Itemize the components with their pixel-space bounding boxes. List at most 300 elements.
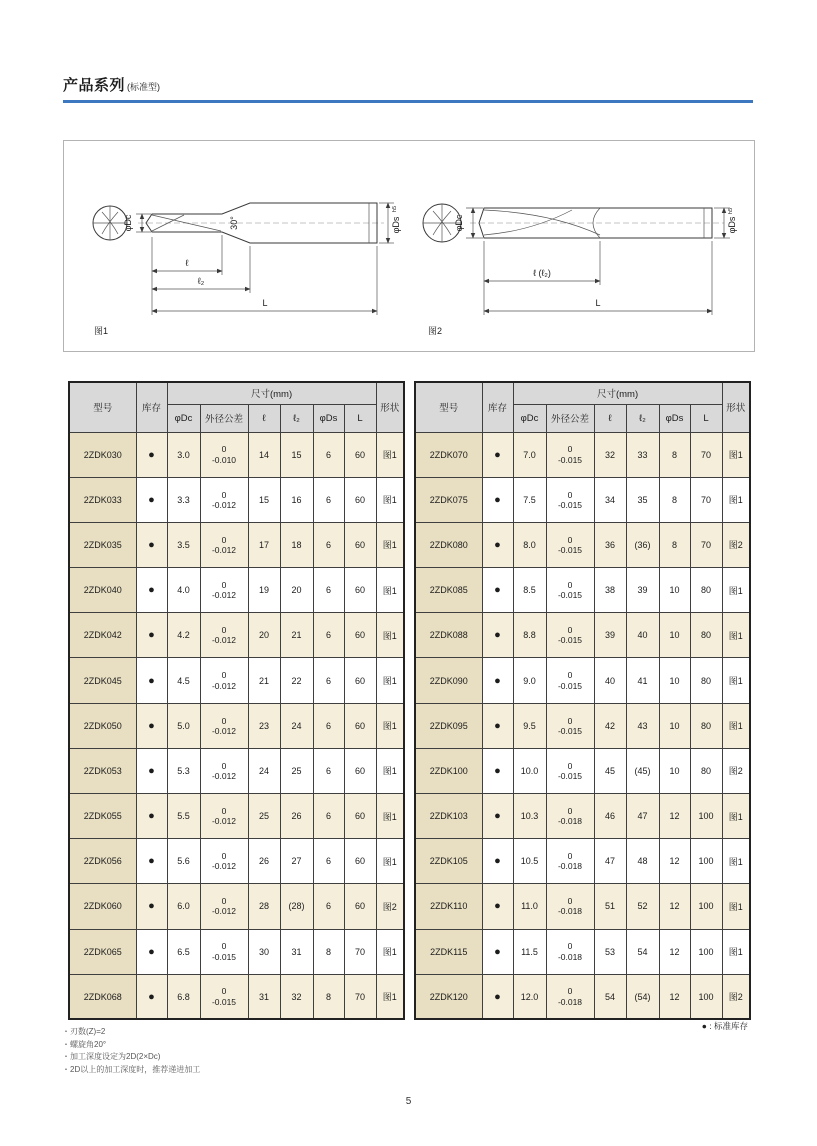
flute-length-cell: 14 — [248, 432, 280, 477]
model-cell: 2ZDK055 — [69, 794, 136, 839]
shape-cell: 图1 — [376, 568, 404, 613]
fig2-ds-label: φDs — [727, 216, 737, 234]
tolerance-cell: 0 -0.012 — [200, 613, 248, 658]
overall-length-cell: 60 — [344, 613, 376, 658]
shape-cell: 图2 — [722, 748, 750, 793]
fig1-overall-length-label: L — [262, 298, 268, 308]
table-row — [69, 839, 404, 884]
figure-1-drawing — [72, 151, 404, 341]
ds-cell: 6 — [313, 613, 344, 658]
fig1-ds-tolerance-sup: h5 — [392, 205, 398, 213]
model-cell: 2ZDK075 — [415, 477, 482, 522]
flute2-length-cell: 21 — [280, 613, 313, 658]
fig1-flute2-length-label: ℓ₂ — [197, 276, 205, 286]
ds-cell: 6 — [313, 839, 344, 884]
flute-length-cell: 53 — [594, 929, 626, 974]
ds-cell: 6 — [313, 522, 344, 567]
overall-length-cell: 100 — [690, 839, 722, 884]
fig2-overall-length-label: L — [595, 298, 601, 308]
stock-cell: ● — [136, 703, 167, 748]
overall-length-cell: 60 — [344, 658, 376, 703]
overall-length-cell: 80 — [690, 658, 722, 703]
col-header-dc: φDc — [513, 404, 546, 432]
ds-cell: 6 — [313, 432, 344, 477]
tolerance-cell: 0 -0.012 — [200, 658, 248, 703]
tolerance-cell: 0 -0.015 — [200, 929, 248, 974]
col-header-ds: φDs — [313, 404, 344, 432]
header-rule — [63, 100, 753, 103]
tolerance-cell: 0 -0.018 — [546, 929, 594, 974]
stock-cell: ● — [482, 703, 513, 748]
stock-legend: ● : 标准库存 — [701, 1021, 748, 1031]
dc-cell: 12.0 — [513, 974, 546, 1019]
model-cell: 2ZDK033 — [69, 477, 136, 522]
ds-cell: 8 — [313, 974, 344, 1019]
table-row — [69, 568, 404, 613]
figure-2-drawing — [412, 151, 744, 341]
flute-length-cell: 51 — [594, 884, 626, 929]
table-row — [69, 658, 404, 703]
stock-cell: ● — [482, 929, 513, 974]
overall-length-cell: 60 — [344, 432, 376, 477]
stock-cell: ● — [136, 477, 167, 522]
overall-length-cell: 70 — [690, 477, 722, 522]
flute-length-cell: 25 — [248, 794, 280, 839]
dc-cell: 6.0 — [167, 884, 200, 929]
tolerance-cell: 0 -0.015 — [200, 974, 248, 1019]
flute-length-cell: 47 — [594, 839, 626, 884]
flute-length-cell: 34 — [594, 477, 626, 522]
stock-cell: ● — [136, 568, 167, 613]
overall-length-cell: 100 — [690, 794, 722, 839]
dc-cell: 5.6 — [167, 839, 200, 884]
stock-cell: ● — [482, 568, 513, 613]
footnote-line: ・加工深度设定为2D(2×Dc) — [62, 1052, 161, 1061]
overall-length-cell: 80 — [690, 703, 722, 748]
stock-cell: ● — [136, 658, 167, 703]
model-cell: 2ZDK060 — [69, 884, 136, 929]
fig1-angle-label: 30° — [229, 216, 239, 230]
col-header-stock: 库存 — [482, 382, 513, 432]
col-header-shape: 形状 — [722, 382, 750, 432]
table-row — [415, 839, 750, 884]
model-cell: 2ZDK030 — [69, 432, 136, 477]
flute2-length-cell: 33 — [626, 432, 659, 477]
shape-cell: 图1 — [722, 658, 750, 703]
fig1-dc-label: φDc — [123, 214, 133, 232]
col-header-ds: φDs — [659, 404, 690, 432]
flute-length-cell: 54 — [594, 974, 626, 1019]
table-row — [69, 477, 404, 522]
stock-cell: ● — [482, 522, 513, 567]
ds-cell: 10 — [659, 568, 690, 613]
table-row — [69, 522, 404, 567]
model-cell: 2ZDK110 — [415, 884, 482, 929]
right-product-table — [414, 381, 751, 1020]
overall-length-cell: 60 — [344, 748, 376, 793]
col-header-shape: 形状 — [376, 382, 404, 432]
flute2-length-cell: 54 — [626, 929, 659, 974]
table-row — [415, 432, 750, 477]
dc-cell: 5.5 — [167, 794, 200, 839]
stock-cell: ● — [136, 522, 167, 567]
tolerance-cell: 0 -0.012 — [200, 748, 248, 793]
flute-length-cell: 45 — [594, 748, 626, 793]
flute2-length-cell: (54) — [626, 974, 659, 1019]
col-header-tolerance: 外径公差 — [546, 404, 594, 432]
footnotes — [62, 1026, 200, 1076]
dc-cell: 10.5 — [513, 839, 546, 884]
dc-cell: 11.0 — [513, 884, 546, 929]
dc-cell: 6.5 — [167, 929, 200, 974]
overall-length-cell: 60 — [344, 839, 376, 884]
tolerance-cell: 0 -0.012 — [200, 794, 248, 839]
dc-cell: 8.8 — [513, 613, 546, 658]
col-header-stock: 库存 — [136, 382, 167, 432]
dc-cell: 9.5 — [513, 703, 546, 748]
stock-cell: ● — [136, 432, 167, 477]
overall-length-cell: 80 — [690, 748, 722, 793]
tolerance-cell: 0 -0.015 — [546, 658, 594, 703]
flute-length-cell: 36 — [594, 522, 626, 567]
flute-length-cell: 19 — [248, 568, 280, 613]
table-row — [69, 974, 404, 1019]
flute2-length-cell: 15 — [280, 432, 313, 477]
ds-cell: 12 — [659, 974, 690, 1019]
flute2-length-cell: 41 — [626, 658, 659, 703]
shape-cell: 图1 — [376, 929, 404, 974]
tolerance-cell: 0 -0.012 — [200, 884, 248, 929]
dc-cell: 5.0 — [167, 703, 200, 748]
model-cell: 2ZDK050 — [69, 703, 136, 748]
model-cell: 2ZDK105 — [415, 839, 482, 884]
flute-length-cell: 42 — [594, 703, 626, 748]
shape-cell: 图1 — [722, 477, 750, 522]
shape-cell: 图1 — [722, 703, 750, 748]
overall-length-cell: 100 — [690, 974, 722, 1019]
tolerance-cell: 0 -0.015 — [546, 748, 594, 793]
table-row — [415, 703, 750, 748]
model-cell: 2ZDK085 — [415, 568, 482, 613]
col-header-overall-length: L — [690, 404, 722, 432]
model-cell: 2ZDK095 — [415, 703, 482, 748]
col-header-flute2-length: ℓ₂ — [626, 404, 659, 432]
table-row — [415, 613, 750, 658]
tolerance-cell: 0 -0.018 — [546, 839, 594, 884]
col-header-size-group: 尺寸(mm) — [167, 382, 376, 404]
shape-cell: 图1 — [722, 839, 750, 884]
model-cell: 2ZDK080 — [415, 522, 482, 567]
flute-length-cell: 20 — [248, 613, 280, 658]
model-cell: 2ZDK090 — [415, 658, 482, 703]
dc-cell: 11.5 — [513, 929, 546, 974]
model-cell: 2ZDK068 — [69, 974, 136, 1019]
flute-length-cell: 40 — [594, 658, 626, 703]
tolerance-cell: 0 -0.015 — [546, 703, 594, 748]
overall-length-cell: 100 — [690, 929, 722, 974]
ds-cell: 6 — [313, 748, 344, 793]
tolerance-cell: 0 -0.018 — [546, 794, 594, 839]
shape-cell: 图1 — [722, 568, 750, 613]
flute2-length-cell: (45) — [626, 748, 659, 793]
dc-cell: 5.3 — [167, 748, 200, 793]
dc-cell: 4.5 — [167, 658, 200, 703]
model-cell: 2ZDK070 — [415, 432, 482, 477]
table-row — [415, 748, 750, 793]
footnote-line: ・2D以上的加工深度时，推荐递进加工 — [62, 1064, 201, 1074]
ds-cell: 12 — [659, 884, 690, 929]
fig2-ds-tolerance-sup: h5 — [728, 207, 734, 215]
col-header-flute-length: ℓ — [594, 404, 626, 432]
page-header — [63, 74, 160, 95]
model-cell: 2ZDK040 — [69, 568, 136, 613]
shape-cell: 图1 — [722, 432, 750, 477]
overall-length-cell: 60 — [344, 884, 376, 929]
flute-length-cell: 38 — [594, 568, 626, 613]
shape-cell: 图1 — [376, 613, 404, 658]
fig1-flute-length-label: ℓ — [185, 258, 189, 268]
overall-length-cell: 70 — [344, 929, 376, 974]
col-header-tolerance: 外径公差 — [200, 404, 248, 432]
dc-cell: 6.8 — [167, 974, 200, 1019]
col-header-model: 型号 — [69, 382, 136, 432]
table-row — [69, 432, 404, 477]
flute2-length-cell: 25 — [280, 748, 313, 793]
overall-length-cell: 80 — [690, 613, 722, 658]
flute2-length-cell: 43 — [626, 703, 659, 748]
stock-cell: ● — [482, 748, 513, 793]
flute2-length-cell: 52 — [626, 884, 659, 929]
dc-cell: 4.2 — [167, 613, 200, 658]
flute2-length-cell: 47 — [626, 794, 659, 839]
flute-length-cell: 23 — [248, 703, 280, 748]
shape-cell: 图2 — [722, 522, 750, 567]
stock-cell: ● — [482, 477, 513, 522]
flute2-length-cell: (28) — [280, 884, 313, 929]
stock-cell: ● — [136, 884, 167, 929]
col-header-overall-length: L — [344, 404, 376, 432]
stock-cell: ● — [136, 974, 167, 1019]
ds-cell: 8 — [659, 522, 690, 567]
col-header-flute2-length: ℓ₂ — [280, 404, 313, 432]
shape-cell: 图2 — [722, 974, 750, 1019]
ds-cell: 10 — [659, 613, 690, 658]
flute-length-cell: 28 — [248, 884, 280, 929]
shape-cell: 图1 — [376, 658, 404, 703]
dc-cell: 4.0 — [167, 568, 200, 613]
model-cell: 2ZDK045 — [69, 658, 136, 703]
ds-cell: 12 — [659, 794, 690, 839]
drill-side-view — [146, 203, 377, 243]
overall-length-cell: 70 — [344, 974, 376, 1019]
shape-cell: 图1 — [376, 794, 404, 839]
shape-cell: 图1 — [722, 613, 750, 658]
flute2-length-cell: 26 — [280, 794, 313, 839]
ds-cell: 6 — [313, 884, 344, 929]
shape-cell: 图1 — [376, 477, 404, 522]
figure-1-caption: 图1 — [94, 326, 109, 336]
flute-length-cell: 31 — [248, 974, 280, 1019]
overall-length-cell: 80 — [690, 568, 722, 613]
flute-length-cell: 26 — [248, 839, 280, 884]
dc-cell: 10.0 — [513, 748, 546, 793]
tolerance-cell: 0 -0.012 — [200, 839, 248, 884]
flute-length-cell: 15 — [248, 477, 280, 522]
flute2-length-cell: 20 — [280, 568, 313, 613]
col-header-size-group: 尺寸(mm) — [513, 382, 722, 404]
shape-cell: 图1 — [376, 432, 404, 477]
ds-cell: 10 — [659, 748, 690, 793]
model-cell: 2ZDK100 — [415, 748, 482, 793]
fig1-ds-label: φDs — [391, 216, 401, 234]
table-row — [415, 929, 750, 974]
stock-cell: ● — [482, 794, 513, 839]
table-row — [69, 794, 404, 839]
stock-cell: ● — [136, 748, 167, 793]
ds-cell: 8 — [659, 477, 690, 522]
flute2-length-cell: 22 — [280, 658, 313, 703]
shape-cell: 图1 — [376, 839, 404, 884]
model-cell: 2ZDK065 — [69, 929, 136, 974]
shape-cell: 图1 — [376, 703, 404, 748]
flute-length-cell: 32 — [594, 432, 626, 477]
model-cell: 2ZDK056 — [69, 839, 136, 884]
table-row — [69, 929, 404, 974]
tolerance-cell: 0 -0.018 — [546, 974, 594, 1019]
overall-length-cell: 70 — [690, 522, 722, 567]
model-cell: 2ZDK035 — [69, 522, 136, 567]
shape-cell: 图2 — [376, 884, 404, 929]
overall-length-cell: 100 — [690, 884, 722, 929]
flute2-length-cell: 35 — [626, 477, 659, 522]
ds-cell: 12 — [659, 929, 690, 974]
shape-cell: 图1 — [722, 884, 750, 929]
flute2-length-cell: 39 — [626, 568, 659, 613]
flute-length-cell: 24 — [248, 748, 280, 793]
ds-cell: 6 — [313, 568, 344, 613]
footnote-line: ・螺旋角20° — [62, 1039, 107, 1049]
stock-cell: ● — [482, 974, 513, 1019]
col-header-flute-length: ℓ — [248, 404, 280, 432]
dc-cell: 8.0 — [513, 522, 546, 567]
flute2-length-cell: 48 — [626, 839, 659, 884]
flute2-length-cell: 16 — [280, 477, 313, 522]
shape-cell: 图1 — [376, 522, 404, 567]
model-cell: 2ZDK115 — [415, 929, 482, 974]
stock-cell: ● — [482, 839, 513, 884]
dc-cell: 9.0 — [513, 658, 546, 703]
stock-cell: ● — [136, 794, 167, 839]
tolerance-cell: 0 -0.012 — [200, 703, 248, 748]
flute2-length-cell: 32 — [280, 974, 313, 1019]
flute-length-cell: 21 — [248, 658, 280, 703]
ds-cell: 10 — [659, 703, 690, 748]
ds-cell: 10 — [659, 658, 690, 703]
table-row — [415, 974, 750, 1019]
flute-length-cell: 46 — [594, 794, 626, 839]
diagram-panel — [63, 140, 755, 352]
figure-2-caption: 图2 — [428, 326, 443, 336]
tolerance-cell: 0 -0.012 — [200, 522, 248, 567]
stock-cell: ● — [482, 432, 513, 477]
dc-cell: 7.0 — [513, 432, 546, 477]
ds-cell: 8 — [313, 929, 344, 974]
ds-cell: 6 — [313, 658, 344, 703]
page-title-suffix: (标准型) — [127, 82, 161, 92]
ds-cell: 6 — [313, 477, 344, 522]
table-row — [69, 884, 404, 929]
overall-length-cell: 60 — [344, 703, 376, 748]
ds-cell: 6 — [313, 703, 344, 748]
col-header-dc: φDc — [167, 404, 200, 432]
table-row — [415, 522, 750, 567]
overall-length-cell: 60 — [344, 794, 376, 839]
model-cell: 2ZDK053 — [69, 748, 136, 793]
ds-cell: 12 — [659, 839, 690, 884]
dc-cell: 3.3 — [167, 477, 200, 522]
flute2-length-cell: (36) — [626, 522, 659, 567]
shape-cell: 图1 — [722, 794, 750, 839]
flute-length-cell: 30 — [248, 929, 280, 974]
stock-cell: ● — [482, 613, 513, 658]
table-row — [415, 884, 750, 929]
left-product-table — [68, 381, 405, 1020]
model-cell: 2ZDK120 — [415, 974, 482, 1019]
flute2-length-cell: 31 — [280, 929, 313, 974]
overall-length-cell: 60 — [344, 477, 376, 522]
tolerance-cell: 0 -0.015 — [546, 432, 594, 477]
table-row — [415, 477, 750, 522]
stock-cell: ● — [136, 839, 167, 884]
flute2-length-cell: 18 — [280, 522, 313, 567]
flute-length-cell: 17 — [248, 522, 280, 567]
flute-length-cell: 39 — [594, 613, 626, 658]
page-number: 5 — [405, 1096, 412, 1107]
page-title: 产品系列 — [63, 77, 126, 94]
ds-cell: 6 — [313, 794, 344, 839]
dc-cell: 7.5 — [513, 477, 546, 522]
tolerance-cell: 0 -0.015 — [546, 613, 594, 658]
col-header-model: 型号 — [415, 382, 482, 432]
ds-cell: 8 — [659, 432, 690, 477]
tolerance-cell: 0 -0.010 — [200, 432, 248, 477]
dc-cell: 3.5 — [167, 522, 200, 567]
table-row — [69, 613, 404, 658]
overall-length-cell: 60 — [344, 568, 376, 613]
stock-cell: ● — [482, 884, 513, 929]
dc-cell: 8.5 — [513, 568, 546, 613]
flute2-length-cell: 27 — [280, 839, 313, 884]
model-cell: 2ZDK103 — [415, 794, 482, 839]
table-row — [69, 703, 404, 748]
tolerance-cell: 0 -0.015 — [546, 568, 594, 613]
fig2-dc-label: φDc — [454, 214, 464, 232]
tolerance-cell: 0 -0.018 — [546, 884, 594, 929]
shape-cell: 图1 — [722, 929, 750, 974]
stock-cell: ● — [136, 613, 167, 658]
stock-cell: ● — [482, 658, 513, 703]
tolerance-cell: 0 -0.012 — [200, 477, 248, 522]
flute2-length-cell: 24 — [280, 703, 313, 748]
flute2-length-cell: 40 — [626, 613, 659, 658]
table-row — [415, 568, 750, 613]
table-row — [415, 658, 750, 703]
dc-cell: 10.3 — [513, 794, 546, 839]
shape-cell: 图1 — [376, 748, 404, 793]
model-cell: 2ZDK088 — [415, 613, 482, 658]
tolerance-cell: 0 -0.015 — [546, 477, 594, 522]
table-row — [69, 748, 404, 793]
